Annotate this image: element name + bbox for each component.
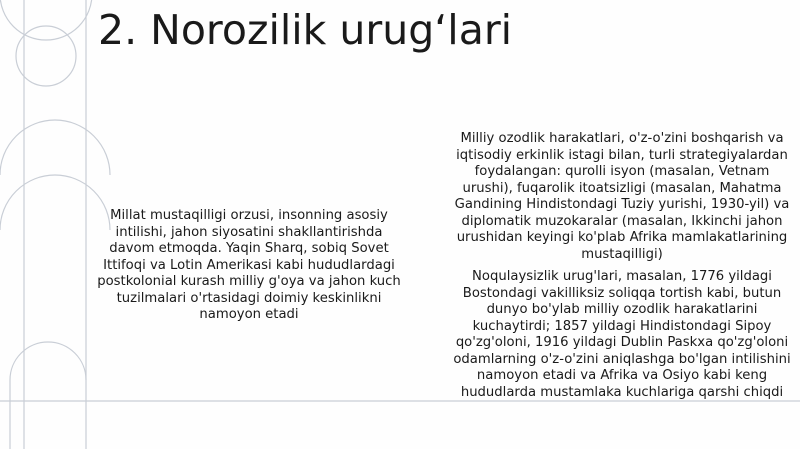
right-column <box>448 131 796 401</box>
deco-circle-middle <box>16 26 76 86</box>
deco-arch <box>0 120 110 175</box>
right-paragraph-2: Noqulaysizlik urug'lari, masalan, 1776 yildagi Bostondagi vakilliksiz soliqqa tortish kabi, butun dunyo bo'ylab milliy ozodlik harakatlarini kuchaytirdi; 1857 yildagi Hindistondagi Sipoy qo'zg'oloni, 1916 yildagi Dublin Paskxa qo'zg'oloni odamlarning o'z-o'zini aniqlashga bo'lgan intilishini namoyon etadi va Afrika va Osiyo kabi keng hududlarda mustamlaka kuchlariga qarshi chiqdi <box>453 269 791 400</box>
left-paragraph: Millat mustaqilligi orzusi, insonning asosiy intilishi, jahon siyosatini shakllantirishda davom etmoqda. Yaqin Sharq, sobiq Sovet Ittifoqi va Lotin Amerikasi kabi hududlardagi postkolonial kurash milliy g'oya va jahon kuch tuzilmalari o'rtasidagi doimiy keskinlikni namoyon etadi <box>97 208 401 322</box>
deco-arch-bottom <box>10 342 86 449</box>
right-paragraph-1: Milliy ozodlik harakatlari, o'z-o'zini boshqarish va iqtisodiy erkinlik istagi bilan, turli strategiyalardan foydalangan: qurolli isyon (masalan, Vetnam urushi), fuqarolik itoatsizligi (masalan, Mahatma Gandining Hindistondagi Tuziy yurishi, 1930-yil) va diplomatik muzokaralar (masalan, Ikkinchi jahon urushidan keyingi ko'plab Afrika mamlakatlarining mustaqilligi) <box>454 131 790 262</box>
deco-circle-top <box>0 0 92 40</box>
deco-arch-lower <box>0 175 110 230</box>
slide-title: 2. Norozilik urug‘lari <box>98 6 513 54</box>
